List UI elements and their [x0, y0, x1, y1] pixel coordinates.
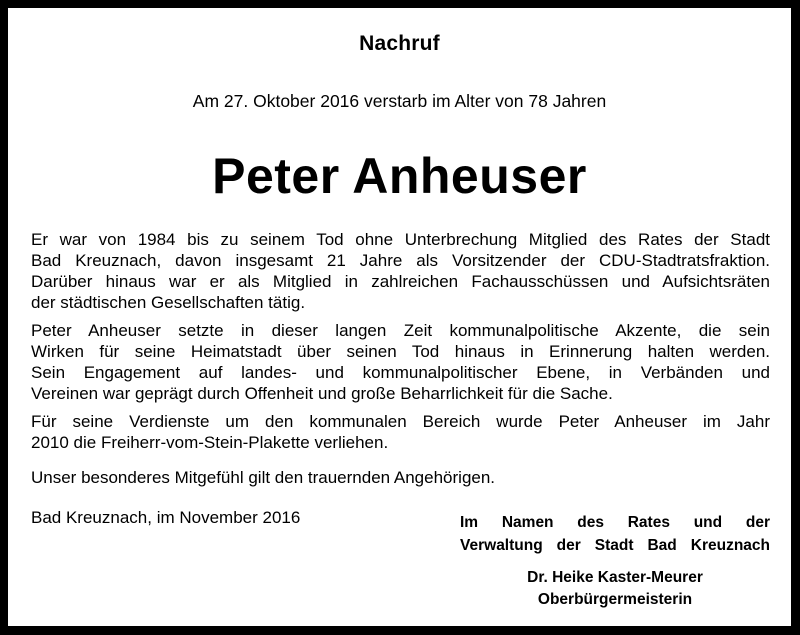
signer-name: Dr. Heike Kaster-Meurer [527, 569, 703, 586]
deceased-name: Peter Anheuser [212, 148, 587, 204]
signature-line: Im Namen des Rates und der [460, 514, 770, 531]
paragraph-career [31, 229, 770, 313]
signature-line: Verwaltung der Stadt Bad Kreuznach [460, 537, 770, 554]
text-line: der städtischen Gesellschaften tätig. [31, 293, 306, 312]
death-announcement: Am 27. Oktober 2016 verstarb im Alter von 78 Jahren [192, 91, 607, 111]
text-line: Darüber hinaus war er als Mitglied in zahlreichen Fachausschüssen und Aufsichtsräten [31, 272, 770, 291]
signature-block [460, 511, 770, 557]
paragraph-legacy [31, 320, 770, 404]
paragraph-condolence [31, 467, 770, 488]
text-line: Für seine Verdienste um den kommunalen Bereich wurde Peter Anheuser im Jahr [31, 412, 770, 431]
obituary-notice [8, 8, 791, 626]
signer [460, 567, 770, 611]
text-line: Er war von 1984 bis zu seinem Tod ohne Unterbrechung Mitglied des Rates der Stadt [31, 230, 770, 249]
paragraph-award [31, 411, 770, 453]
text-line: Wirken für seine Heimatstadt über seinen Tod hinaus in Erinnerung halten werden. [31, 342, 770, 361]
text-line: Peter Anheuser setzte in dieser langen Zeit kommunalpolitische Akzente, die sein [31, 321, 770, 340]
signer-title: Oberbürgermeisterin [537, 591, 693, 608]
place-and-date: Bad Kreuznach, im November 2016 [31, 508, 301, 527]
text-line: Unser besonderes Mitgefühl gilt den trauernden Angehörigen. [31, 468, 496, 487]
text-line: Bad Kreuznach, davon insgesamt 21 Jahre als Vorsitzender der CDU-Stadtratsfraktion. [31, 251, 770, 270]
notice-title: Nachruf [359, 32, 440, 55]
text-line: 2010 die Freiherr-vom-Stein-Plakette verliehen. [31, 433, 389, 452]
text-line: Vereinen war geprägt durch Offenheit und große Beharrlichkeit für die Sache. [31, 384, 613, 403]
text-line: Sein Engagement auf landes- und kommunalpolitischer Ebene, in Verbänden und [31, 363, 770, 382]
